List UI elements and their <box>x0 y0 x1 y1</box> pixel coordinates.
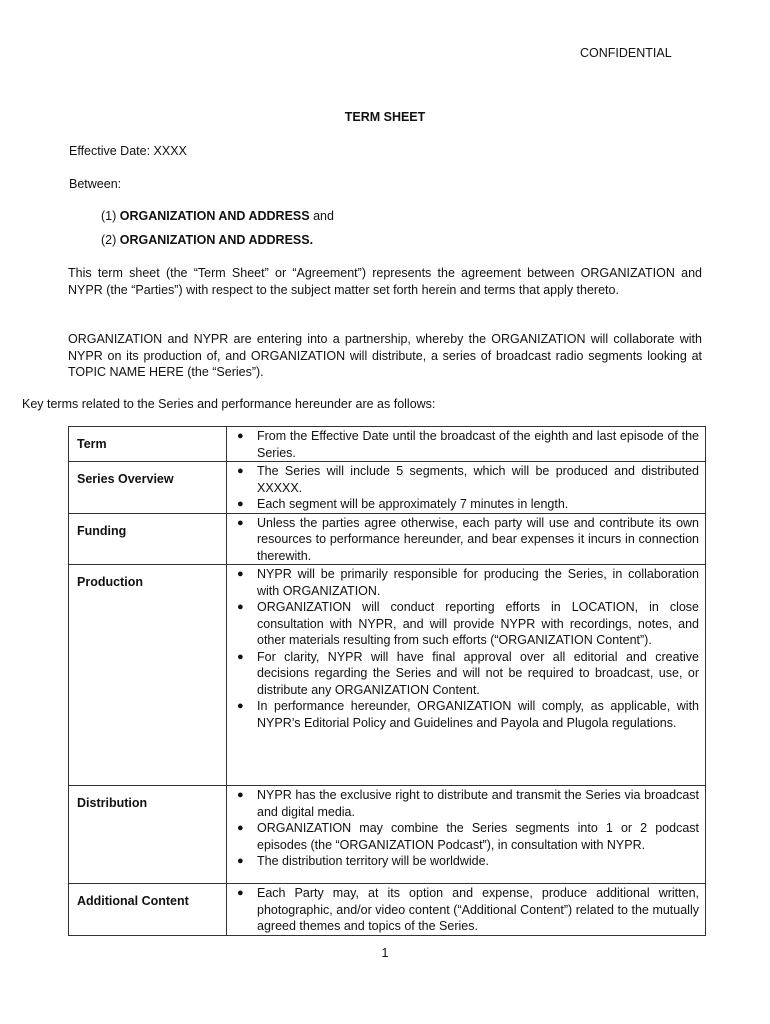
table-row <box>69 884 706 936</box>
additional-content-label: Additional Content <box>69 884 227 936</box>
list-item: ● From the Effective Date until the broadcast of the eighth and last episode of the Series. <box>237 429 699 460</box>
bullet-icon: ● <box>237 498 244 510</box>
list-item: ● Unless the parties agree otherwise, each party will use and contribute its own resources to performance hereunder, and bear expenses it incurs in connection therewith. <box>237 515 699 563</box>
effective-date: Effective Date: XXXX <box>69 144 187 158</box>
series-overview-label: Series Overview <box>69 462 227 514</box>
confidential-label: CONFIDENTIAL <box>580 46 672 60</box>
party-2-name: ORGANIZATION AND ADDRESS. <box>119 233 314 247</box>
bullet-icon: ● <box>237 855 244 867</box>
party-1-suffix: and <box>309 209 334 223</box>
table-row <box>69 565 706 786</box>
bullet-icon: ● <box>237 601 244 613</box>
table-row <box>69 427 706 462</box>
bullet-icon: ● <box>237 516 244 529</box>
bullet-icon: ● <box>237 822 244 834</box>
table-row <box>69 462 706 514</box>
list-item: ● In performance hereunder, ORGANIZATION will comply, as applicable, with NYPR’s Editorial Policy and Guidelines and Payola and Plugola regulations. <box>237 699 699 730</box>
terms-table <box>68 426 706 936</box>
party-1 <box>101 209 334 223</box>
production-content <box>227 565 706 786</box>
list-item: ● The distribution territory will be worldwide. <box>237 854 490 868</box>
series-overview-content <box>227 462 706 514</box>
bullet-icon: ● <box>237 430 244 442</box>
list-item: ● For clarity, NYPR will have final approval over all editorial and creative decisions regarding the Series and will not be required to broadcast, use, or distribute any ORGANIZATION Content. <box>237 649 699 697</box>
distribution-label: Distribution <box>69 786 227 884</box>
party-1-number: (1) <box>101 209 117 223</box>
table-row <box>69 513 706 565</box>
list-item: ● NYPR will be primarily responsible for producing the Series, in collaboration with ORGANIZATION. <box>237 567 699 598</box>
additional-content-content <box>227 884 706 936</box>
bullet-icon: ● <box>237 700 244 712</box>
key-terms-intro: Key terms related to the Series and performance hereunder are as follows: <box>22 397 436 411</box>
party-2-number: (2) <box>101 233 117 247</box>
table-row <box>69 786 706 884</box>
between-label: Between: <box>69 177 122 191</box>
list-item: ● Each segment will be approximately 7 minutes in length. <box>237 497 569 511</box>
funding-content <box>227 513 706 565</box>
list-item: ● The Series will include 5 segments, which will be produced and distributed XXXXX. <box>237 464 699 495</box>
party-2 <box>101 233 313 247</box>
funding-label: Funding <box>69 513 227 565</box>
party-1-name: ORGANIZATION AND ADDRESS <box>119 209 310 223</box>
list-item: ● ORGANIZATION will conduct reporting efforts in LOCATION, in close consultation with NYPR, and will provide NYPR with recordings, notes, and other materials resulting from such efforts (“ORGANIZATION Content”). <box>237 600 699 647</box>
term-content <box>227 427 706 462</box>
page-number: 1 <box>381 946 389 960</box>
bullet-icon: ● <box>237 650 244 663</box>
intro-paragraph: This term sheet (the “Term Sheet” or “Agreement”) represents the agreement between ORGANIZATION and NYPR (the “Parties”) with respect to the subject matter set forth herein and terms that apply thereto. <box>68 266 702 297</box>
distribution-content <box>227 786 706 884</box>
bullet-icon: ● <box>237 568 244 580</box>
production-label: Production <box>69 565 227 786</box>
term-label: Term <box>69 427 227 462</box>
list-item: ● ORGANIZATION may combine the Series segments into 1 or 2 podcast episodes (the “ORGANIZATION Podcast”), in consultation with NYPR. <box>237 821 699 852</box>
bullet-icon: ● <box>237 789 244 801</box>
document-title: TERM SHEET <box>344 110 426 124</box>
bullet-icon: ● <box>237 465 244 477</box>
list-item: ● Each Party may, at its option and expense, produce additional written, photographic, and/or video content (“Additional Content”) related to the mutually agreed themes and topics of the Series. <box>237 886 699 933</box>
bullet-icon: ● <box>237 887 244 899</box>
list-item: ● NYPR has the exclusive right to distribute and transmit the Series via broadcast and digital media. <box>237 788 699 819</box>
partnership-paragraph: ORGANIZATION and NYPR are entering into a partnership, whereby the ORGANIZATION will collaborate with NYPR on its production of, and ORGANIZATION will distribute, a series of broadcast radio segments looking at TOPIC NAME HERE (the “Series”). <box>68 332 702 379</box>
